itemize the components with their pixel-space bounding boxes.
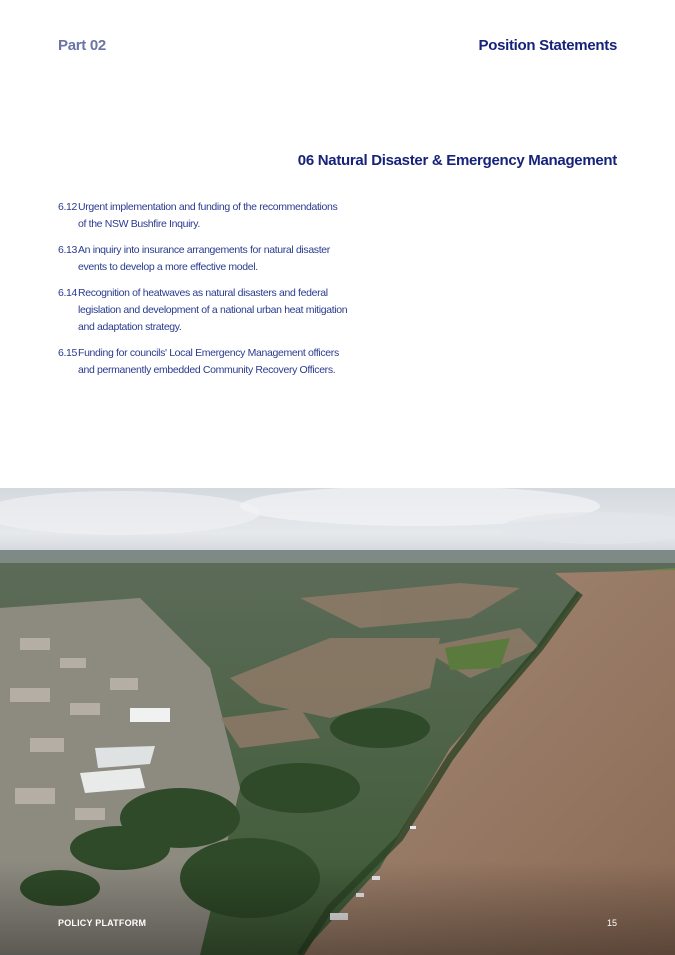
list-item bbox=[58, 345, 348, 379]
list-item bbox=[58, 199, 348, 233]
list-item bbox=[58, 242, 348, 276]
item-number: 6.12 bbox=[58, 201, 78, 213]
section-title: 06 Natural Disaster & Emergency Management bbox=[297, 152, 617, 169]
item-number: 6.14 bbox=[58, 287, 78, 299]
footer-label: POLICY PLATFORM bbox=[58, 918, 147, 928]
part-label: Part 02 bbox=[58, 37, 106, 54]
item-text: Funding for councils' Local Emergency Management officers and permanently embedded Community Recovery Officers. bbox=[78, 347, 339, 376]
item-number: 6.13 bbox=[58, 244, 78, 256]
item-text: Recognition of heatwaves as natural disasters and federal legislation and development of a national urban heat mitigation and adaptation strategy. bbox=[78, 287, 348, 333]
section-label: Position Statements bbox=[478, 37, 617, 54]
list-item bbox=[58, 285, 348, 336]
item-text: Urgent implementation and funding of the recommendations of the NSW Bushfire Inquiry. bbox=[78, 201, 338, 230]
page-number: 15 bbox=[606, 918, 617, 928]
flood-aerial-photo bbox=[0, 488, 675, 955]
item-number: 6.15 bbox=[58, 347, 78, 359]
position-list bbox=[58, 199, 348, 388]
item-text: An inquiry into insurance arrangements for natural disaster events to develop a more effective model. bbox=[78, 244, 330, 273]
